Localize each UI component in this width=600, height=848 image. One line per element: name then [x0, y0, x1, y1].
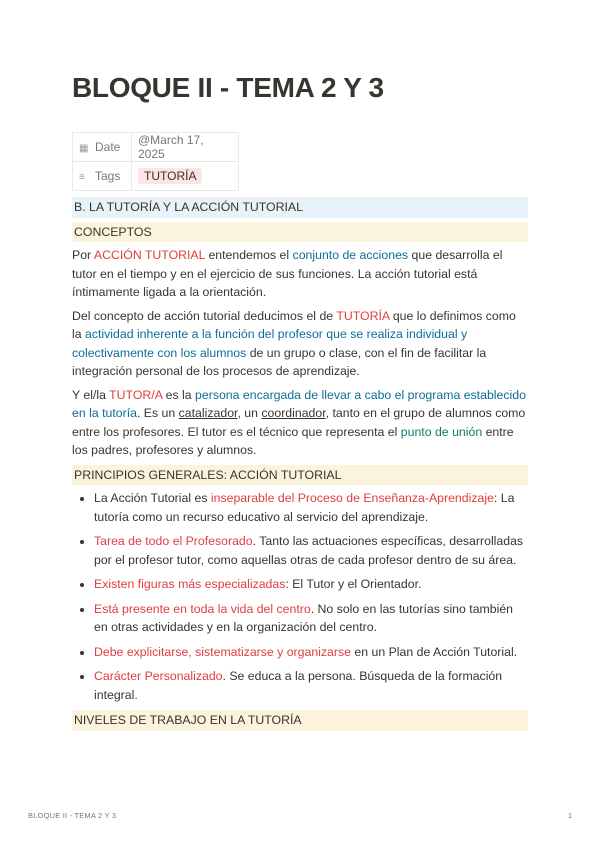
list-item: • Carácter Personalizado. Se educa a la persona. Búsqueda de la formación integral. — [94, 667, 528, 704]
date-value[interactable]: @March 17, 2025 — [132, 133, 239, 162]
heading-niveles: NIVELES DE TRABAJO EN LA TUTORÍA — [72, 710, 528, 731]
tags-value-cell[interactable] — [132, 162, 239, 191]
property-row-tags — [73, 162, 239, 191]
properties-table — [72, 132, 239, 191]
list-item: • Tarea de todo el Profesorado. Tanto las actuaciones específicas, desarrolladas por el profesor tutor, como aquellas otras de cada profesor dentro de su área. — [94, 532, 528, 569]
date-label: Date — [95, 140, 121, 154]
footer-title: BLOQUE II - TEMA 2 Y 3 — [28, 811, 117, 820]
list-item: • Está presente en toda la vida del centro. No solo en las tutorías sino también en otras actividades y en la organización del centro. — [94, 600, 528, 637]
paragraph-tutoria: Del concepto de acción tutorial deducimos el de TUTORÍA que lo definimos como la actividad inherente a la función del profesor que se realiza individual y colectivamente con los alumnos de un grupo o clase, con el fin de facilitar la integración personal de los procesos de aprendizaje. — [72, 308, 516, 378]
paragraph-accion-tutorial: Por ACCIÓN TUTORIAL entendemos el conjunto de acciones que desarrolla el tutor en el tiempo y en el ejercicio de sus funciones. La acción tutorial está íntimamente ligada a la orientación. — [72, 248, 503, 299]
content — [72, 197, 528, 735]
list-icon: ≡ — [79, 172, 85, 183]
list-item: • Debe explicitarse, sistematizarse y organizarse en un Plan de Acción Tutorial. — [94, 643, 528, 662]
heading-principios: PRINCIPIOS GENERALES: ACCIÓN TUTORIAL — [72, 465, 528, 486]
property-key-tags — [73, 162, 132, 191]
calendar-icon: ▦ — [79, 143, 89, 154]
tag-badge[interactable]: TUTORÍA — [138, 168, 202, 184]
section-heading-b: B. LA TUTORÍA Y LA ACCIÓN TUTORIAL — [72, 197, 528, 218]
list-item: • La Acción Tutorial es inseparable del Proceso de Enseñanza-Aprendizaje: La tutoría como un recurso educativo al servicio del aprendizaje. — [94, 489, 528, 526]
principios-list — [72, 489, 528, 704]
property-key-date — [73, 133, 132, 162]
tags-label: Tags — [95, 169, 121, 183]
paragraph-tutor: Y el/la TUTOR/A es la persona encargada de llevar a cabo el programa establecido en la tutoría. Es un catalizador, un coordinador, tanto en el grupo de alumnos como entre los profesores. El tutor es el técnico que representa el punto de unión entre los padres, profesores y alumnos. — [72, 387, 526, 457]
page-number: 1 — [567, 811, 572, 820]
list-item: • Existen figuras más especializadas: El Tutor y el Orientador. — [94, 575, 528, 594]
page-title: BLOQUE II - TEMA 2 Y 3 — [72, 72, 384, 103]
property-row-date — [73, 133, 239, 162]
heading-conceptos: CONCEPTOS — [72, 222, 528, 243]
